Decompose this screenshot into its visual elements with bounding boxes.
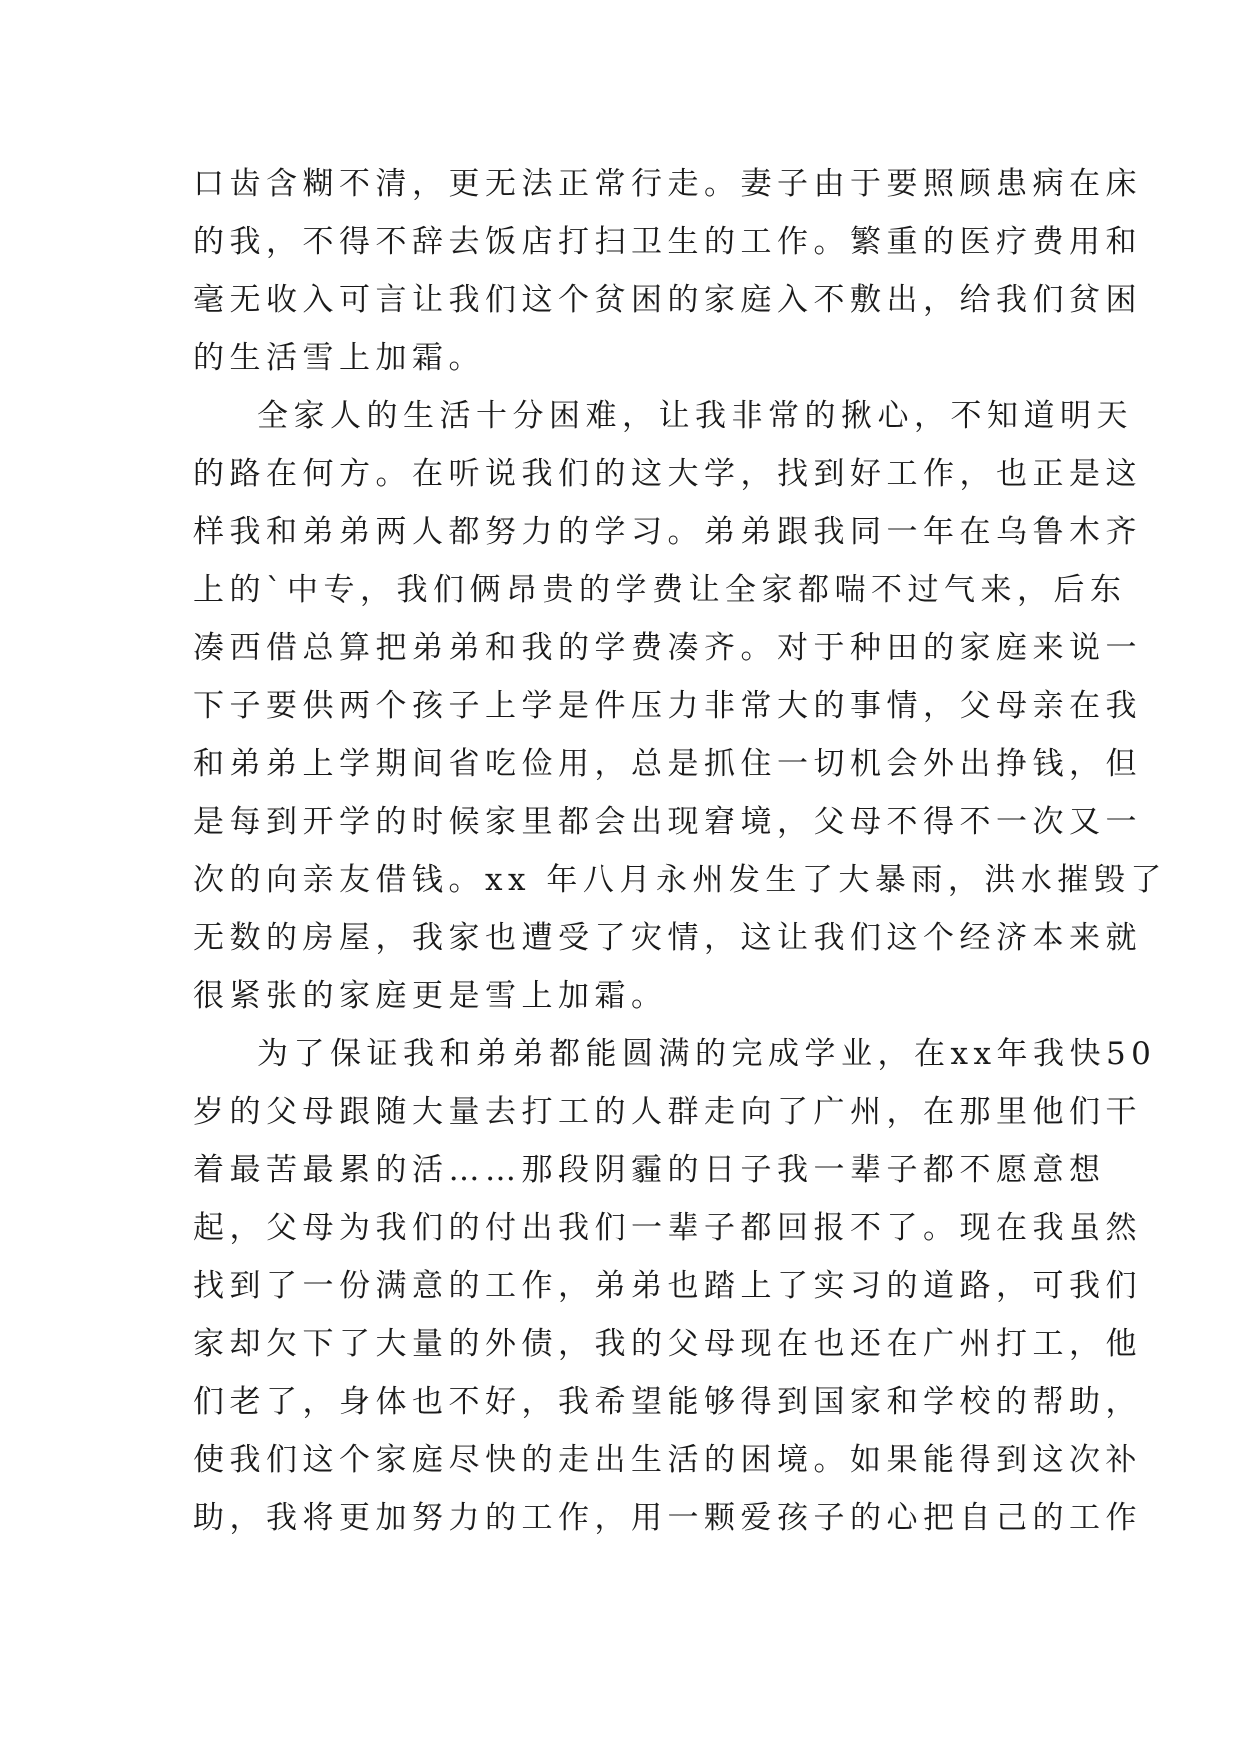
text-line: 的我，不得不辞去饭店打扫卫生的工作。繁重的医疗费用和: [193, 224, 1142, 260]
text-line: 样我和弟弟两人都努力的学习。弟弟跟我同一年在乌鲁木齐: [193, 514, 1142, 550]
text-line: 找到了一份满意的工作，弟弟也踏上了实习的道路，可我们: [193, 1268, 1142, 1304]
text-line: 的生活雪上加霜。: [193, 340, 485, 376]
text-line: 口齿含糊不清，更无法正常行走。妻子由于要照顾患病在床: [193, 166, 1142, 202]
paragraph: [193, 155, 1142, 387]
text-line: 的路在何方。在听说我们的这大学，找到好工作，也正是这: [193, 456, 1142, 492]
text-line: 无数的房屋，我家也遭受了灾情，这让我们这个经济本来就: [193, 920, 1142, 956]
body-text: [193, 155, 1167, 1547]
text-line: 很紧张的家庭更是雪上加霜。: [193, 978, 668, 1014]
text-line: 是每到开学的时候家里都会出现窘境，父母不得不一次又一: [193, 804, 1142, 840]
text-line: 全家人的生活十分困难，让我非常的揪心，不知道明天: [257, 398, 1133, 434]
text-line: 下子要供两个孩子上学是件压力非常大的事情，父母亲在我: [193, 688, 1142, 724]
text-line: 次的向亲友借钱。xx 年八月永州发生了大暴雨，洪水摧毁了: [193, 862, 1167, 898]
text-line: 凑西借总算把弟弟和我的学费凑齐。对于种田的家庭来说一: [193, 630, 1142, 666]
paragraph: [193, 387, 1167, 1025]
text-line: 为了保证我和弟弟都能圆满的完成学业，在xx年我快50: [257, 1036, 1157, 1072]
text-line: 们老了，身体也不好，我希望能够得到国家和学校的帮助，: [193, 1384, 1142, 1420]
text-line: 上的`中专，我们俩昂贵的学费让全家都喘不过气来，后东: [193, 572, 1127, 608]
text-line: 使我们这个家庭尽快的走出生活的困境。如果能得到这次补: [193, 1442, 1142, 1478]
text-line: 毫无收入可言让我们这个贫困的家庭入不敷出，给我们贫困: [193, 282, 1142, 318]
text-line: 家却欠下了大量的外债，我的父母现在也还在广州打工，他: [193, 1326, 1142, 1362]
text-line: 和弟弟上学期间省吃俭用，总是抓住一切机会外出挣钱，但: [193, 746, 1142, 782]
paragraph: [193, 1025, 1157, 1547]
text-line: 助，我将更加努力的工作，用一颗爱孩子的心把自己的工作: [193, 1500, 1142, 1536]
text-line: 岁的父母跟随大量去打工的人群走向了广州，在那里他们干: [193, 1094, 1142, 1130]
text-line: 起，父母为我们的付出我们一辈子都回报不了。现在我虽然: [193, 1210, 1142, 1246]
text-line: 着最苦最累的活……那段阴霾的日子我一辈子都不愿意想: [193, 1152, 1106, 1188]
